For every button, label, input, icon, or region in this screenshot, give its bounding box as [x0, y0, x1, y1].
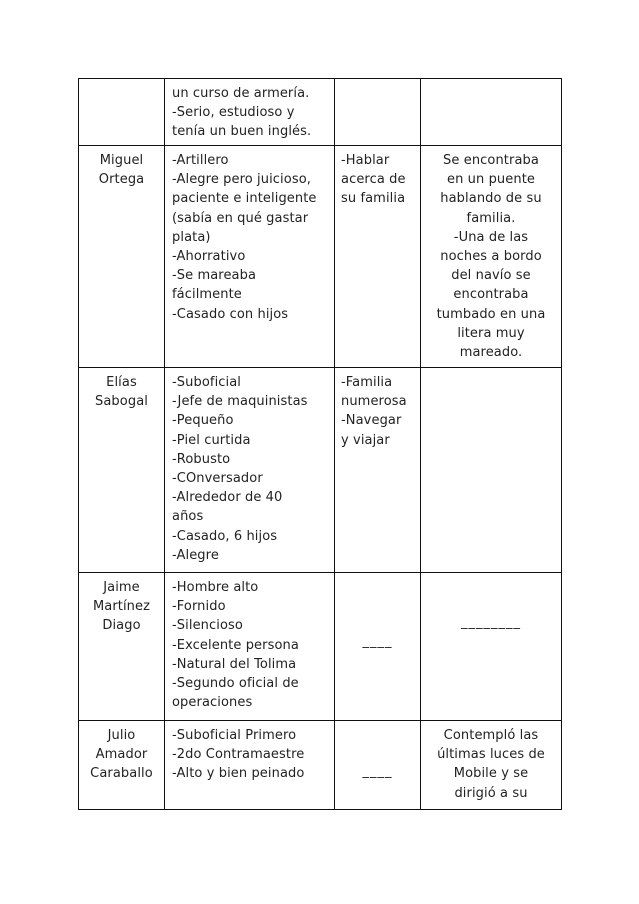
trait-line: años: [172, 509, 204, 525]
interest-line: -Hablar: [341, 153, 390, 168]
crew-name-cell: [79, 146, 165, 368]
crew-name-cell: [79, 368, 165, 573]
trait-line: -Segundo oficial de: [172, 676, 299, 692]
empty-placeholder: ________: [461, 615, 521, 630]
crew-name-line: Julio: [107, 728, 136, 743]
trait-line: -Hombre alto: [172, 580, 259, 595]
trait-line: -Suboficial Primero: [172, 728, 297, 743]
note-line: tumbado en una: [436, 306, 546, 322]
trait-line: -Jefe de maquinistas: [172, 394, 308, 410]
trait-line: -COnversador: [172, 471, 263, 487]
trait-line: -Silencioso: [172, 618, 243, 634]
trait-line: -Serio, estudioso y: [172, 105, 295, 121]
note-line: Contempló las: [443, 728, 539, 743]
interest-line: acerca de: [341, 172, 406, 188]
note-line: encontraba: [453, 287, 529, 303]
table-row: [79, 79, 562, 146]
note-line: Mobile y se: [453, 766, 529, 782]
traits-cell: [165, 368, 335, 573]
traits-cell: [165, 146, 335, 368]
trait-line: -Alegre pero juicioso,: [172, 172, 311, 188]
trait-line: -Pequeño: [172, 413, 234, 429]
trait-line: -Fornido: [172, 599, 226, 615]
crew-table: [78, 78, 562, 810]
note-line: en un puente: [446, 172, 535, 188]
note-line: Se encontraba: [443, 153, 539, 168]
trait-line: -Ahorrativo: [172, 249, 246, 265]
trait-line: paciente e inteligente: [172, 191, 317, 207]
table-row: [79, 368, 562, 573]
interest-line: -Familia: [341, 375, 393, 390]
trait-line: tenía un buen inglés.: [172, 124, 312, 140]
empty-placeholder: ____: [362, 764, 393, 779]
note-line: últimas luces de: [437, 747, 545, 763]
traits-cell: [165, 79, 335, 146]
trait-line: -2do Contramaestre: [172, 747, 305, 763]
notes-cell: [421, 573, 562, 721]
trait-line: operaciones: [172, 695, 253, 711]
crew-name-line: Sabogal: [95, 394, 148, 410]
crew-name-line: Ortega: [98, 172, 145, 188]
traits-cell: [165, 721, 335, 810]
note-line: mareado.: [459, 345, 523, 361]
trait-line: -Robusto: [172, 451, 231, 467]
crew-name-line: Martínez: [92, 599, 151, 615]
table-row: [79, 146, 562, 368]
trait-line: -Excelente persona: [172, 637, 299, 653]
interests-cell: [335, 79, 421, 146]
trait-line: fácilmente: [172, 287, 242, 303]
trait-line: -Alto y bien peinado: [172, 766, 305, 782]
note-line: hablando de su: [440, 191, 542, 207]
trait-line: -Se mareaba: [172, 268, 257, 284]
note-line: noches a bordo: [440, 249, 542, 265]
crew-name-line: Amador: [95, 747, 148, 763]
trait-line: un curso de armería.: [172, 86, 310, 101]
interest-line: -Navegar: [341, 413, 402, 429]
crew-name-cell: [79, 721, 165, 810]
trait-line: -Suboficial: [172, 375, 242, 390]
table-row: [79, 573, 562, 721]
note-line: del navío se: [451, 268, 531, 284]
interests-cell: [335, 146, 421, 368]
trait-line: -Alegre: [172, 547, 219, 563]
trait-line: -Artillero: [172, 153, 229, 168]
crew-name-line: Caraballo: [90, 766, 153, 782]
notes-cell: [421, 368, 562, 573]
table-row: [79, 721, 562, 810]
crew-name-cell: [79, 573, 165, 721]
empty-placeholder: ____: [362, 634, 393, 649]
notes-cell: [421, 146, 562, 368]
interest-line: y viajar: [341, 432, 390, 448]
trait-line: -Casado con hijos: [172, 306, 289, 322]
traits-cell: [165, 573, 335, 721]
note-line: dirigió a su: [454, 785, 528, 801]
interests-cell: [335, 573, 421, 721]
crew-name-line: Elías: [106, 375, 137, 390]
note-line: litera muy: [457, 325, 525, 341]
interest-line: su familia: [341, 191, 406, 207]
interest-line: numerosa: [341, 394, 407, 410]
crew-name-line: Jaime: [103, 580, 140, 595]
trait-line: -Alrededor de 40: [172, 490, 283, 506]
note-line: familia.: [466, 210, 516, 226]
trait-line: (sabía en qué gastar: [172, 210, 309, 226]
note-line: -Una de las: [453, 229, 529, 245]
notes-cell: [421, 79, 562, 146]
trait-line: -Natural del Tolima: [172, 656, 297, 672]
crew-name-cell: [79, 79, 165, 146]
trait-line: plata): [172, 229, 211, 245]
trait-line: -Piel curtida: [172, 432, 251, 448]
crew-name-line: Miguel: [99, 153, 144, 168]
interests-cell: [335, 368, 421, 573]
notes-cell: [421, 721, 562, 810]
interests-cell: [335, 721, 421, 810]
trait-line: -Casado, 6 hijos: [172, 528, 278, 544]
crew-name-line: Diago: [102, 618, 141, 634]
